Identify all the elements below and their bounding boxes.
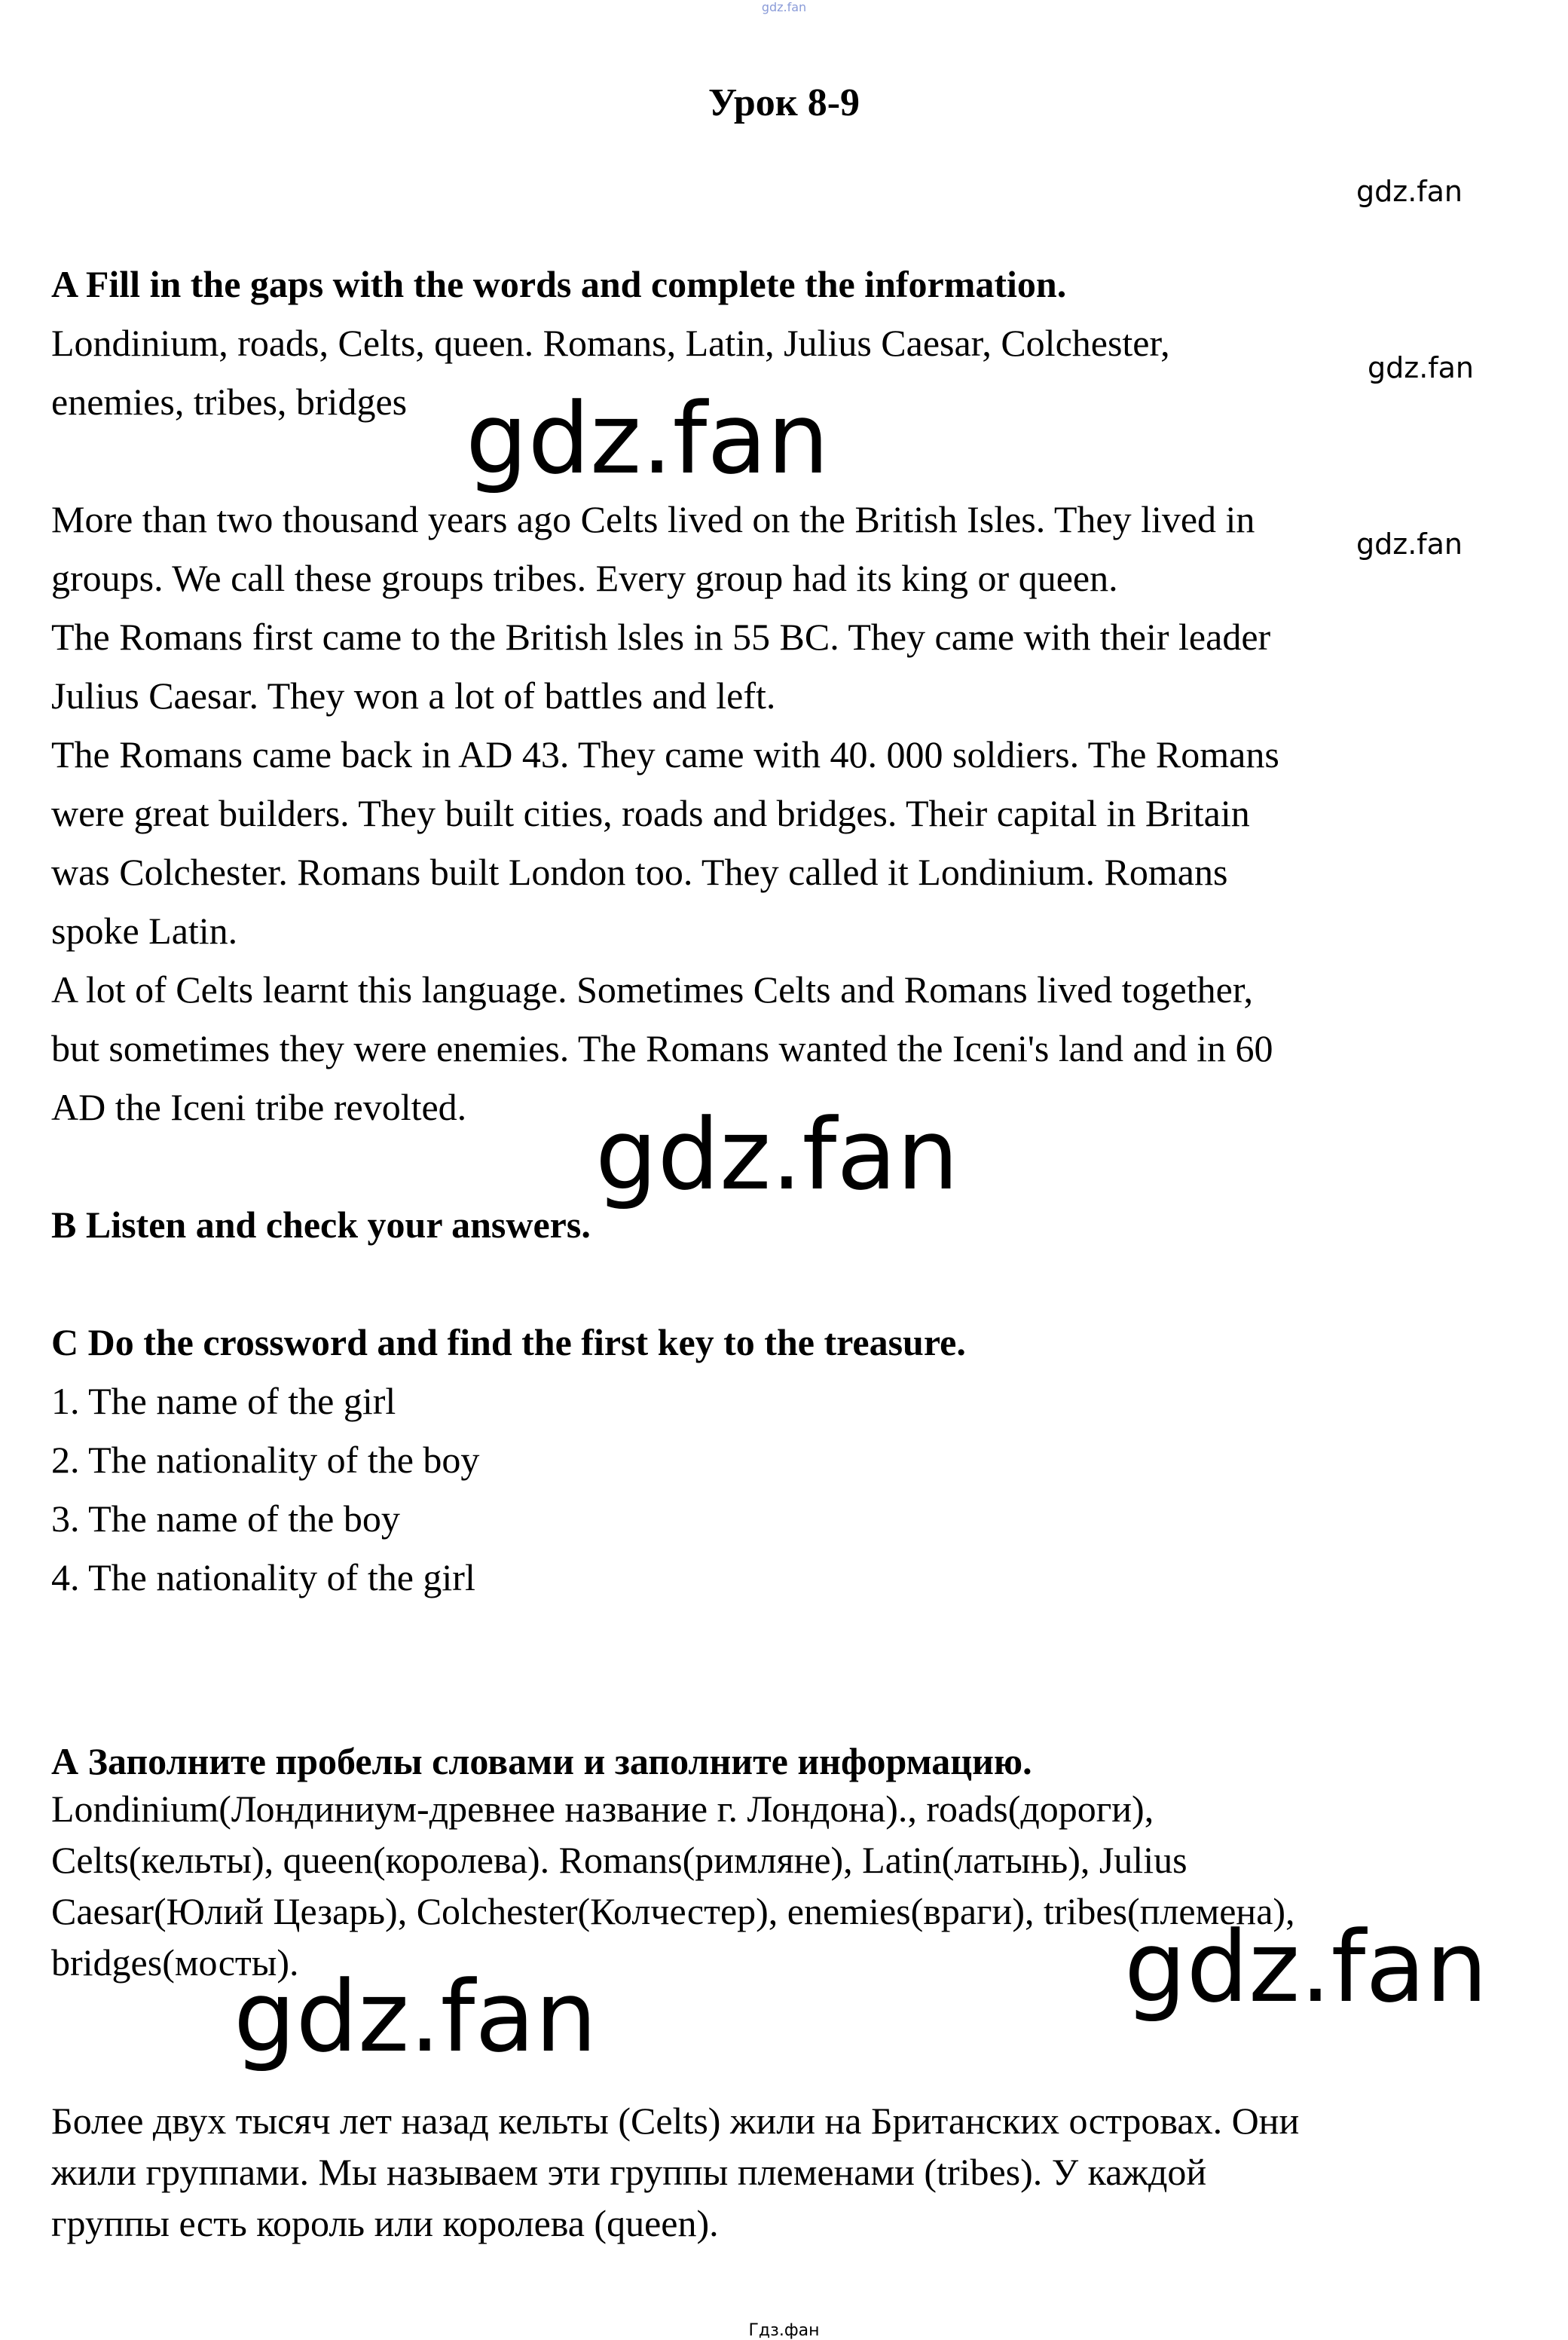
translation-text-line: группы есть король или королева (queen). [51,2202,719,2244]
word-bank-line: Londinium, roads, Celts, queen. Romans, Latin, Julius Caesar, Colchester, [51,322,1170,364]
watermark-large: gdz.fan [595,1097,959,1212]
watermark-small: gdz.fan [1368,351,1475,384]
text-line: was Colchester. Romans built London too. They called it Londinium. Romans [51,851,1228,893]
watermark-large: gdz.fan [1124,1910,1488,2024]
text-line: AD the Iceni tribe revolted. [51,1086,467,1128]
translation-words-line: bridges(мосты). [51,1941,299,1984]
watermark-bottom: Гдз.фан [748,2321,820,2340]
section-b-heading: B Listen and check your answers. [51,1204,591,1246]
text-line: spoke Latin. [51,910,238,952]
text-line: The Romans first came to the British lsles in 55 BC. They came with their leader [51,616,1271,658]
text-line: groups. We call these groups tribes. Every group had its king or queen. [51,557,1118,599]
translation-text-line: Более двух тысяч лет назад кельты (Celts) жили на Британских островах. Они [51,2100,1300,2142]
translation-words-line: Celts(кельты), queen(королева). Romans(римляне), Latin(латынь), Julius [51,1839,1187,1881]
crossword-clue: 2. The nationality of the boy [51,1439,480,1481]
crossword-clue: 3. The name of the boy [51,1497,400,1540]
text-line: Julius Caesar. They won a lot of battles and left. [51,674,776,717]
text-line: More than two thousand years ago Celts lived on the British Isles. They lived in [51,498,1255,540]
word-bank-line: enemies, tribes, bridges [51,381,408,423]
watermark-small: gdz.fan [1356,528,1463,561]
watermark-small: gdz.fan [1356,175,1463,208]
translation-words-line: Caesar(Юлий Цезарь), Colchester(Колчестер), enemies(враги), tribes(племена), [51,1890,1295,1932]
watermark-large: gdz.fan [466,381,830,496]
translation-text-line: жили группами. Мы называем эти группы племенами (tribes). У каждой [51,2151,1207,2193]
translation-heading: А Заполните пробелы словами и заполните информацию. [51,1740,1032,1782]
translation-words-line: Londinium(Лондиниум-древнее название г. Лондона)., roads(дороги), [51,1788,1154,1830]
watermark-top: gdz.fan [761,0,807,14]
watermark-large: gdz.fan [234,1959,598,2074]
crossword-clue: 4. The nationality of the girl [51,1556,475,1598]
text-line: The Romans came back in AD 43. They came with 40. 000 soldiers. The Romans [51,733,1279,775]
text-line: but sometimes they were enemies. The Romans wanted the Iceni's land and in 60 [51,1027,1273,1069]
text-line: A lot of Celts learnt this language. Sometimes Celts and Romans lived together, [51,968,1253,1011]
crossword-clue: 1. The name of the girl [51,1380,396,1422]
section-a-heading: A Fill in the gaps with the words and complete the information. [51,263,1067,305]
section-c-heading: C Do the crossword and find the first key to the treasure. [51,1321,966,1363]
page-title: Урок 8-9 [708,81,860,124]
text-line: were great builders. They built cities, roads and bridges. Their capital in Britain [51,792,1250,834]
